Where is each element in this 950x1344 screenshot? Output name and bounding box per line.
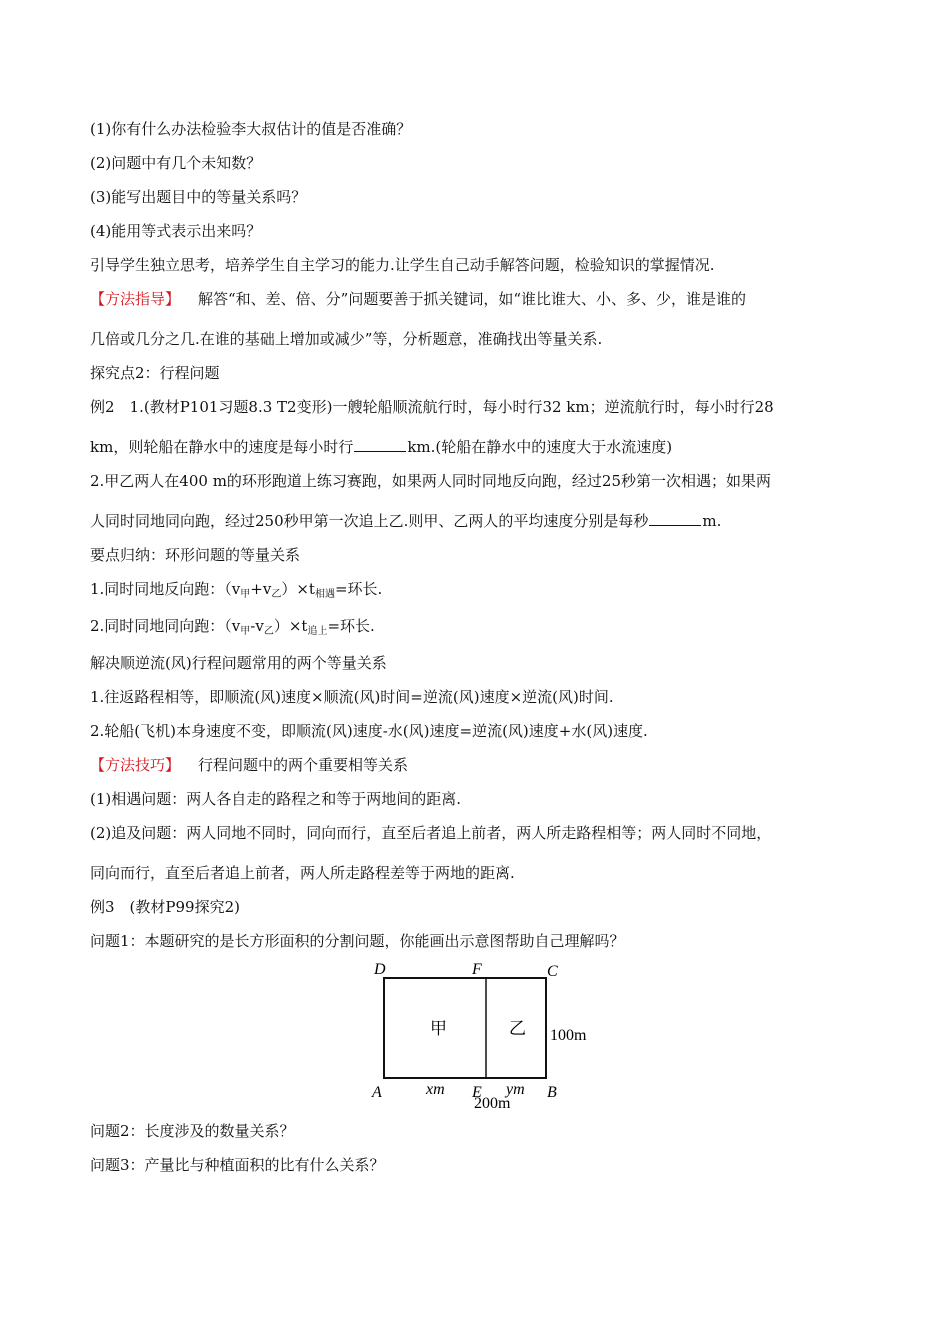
label-F: F (472, 961, 482, 978)
rectangle-diagram (90, 958, 860, 1108)
label-xm: xm (426, 1081, 445, 1098)
ring-r2-sub1: 甲 (240, 626, 251, 637)
method-guide (90, 288, 860, 310)
summary-title: 要点归纳：环形问题的等量关系 (90, 546, 301, 564)
travel-meet: (1)相遇问题：两人各自走的路程之和等于两地间的距离. (90, 790, 462, 808)
ring-r1-c: ）×t (281, 580, 315, 598)
ring-relation-2 (90, 615, 860, 640)
example-2-line-1: 例2 1.(教材P101习题8.3 T2变形)一艘轮船顺流航行时，每小时行32 km；逆流航行时，每小时行28 (90, 398, 774, 416)
method-guide-text-b: 几倍或几分之几.在谁的基础上增加或减少”等，分析题意，准确找出等量关系. (90, 330, 603, 348)
label-height: 100m (550, 1027, 587, 1044)
example-2-line-3: 2.甲乙两人在400 m的环形跑道上练习赛跑，如果两人同时同地反向跑，经过25秒第一次相遇；如果两 (90, 472, 772, 490)
ring-r2-c: ）×t (273, 617, 308, 635)
ring-relation-1 (90, 578, 860, 603)
ring-r1-sub1: 甲 (240, 589, 251, 600)
region-left: 甲 (430, 1019, 447, 1039)
question-2: (2)问题中有几个未知数？ (90, 154, 262, 172)
method-skill-text: 行程问题中的两个重要相等关系 (198, 756, 409, 774)
example-2-line-2-a: km，则轮船在静水中的速度是每小时行 (90, 438, 354, 456)
ring-r2-sub2: 乙 (263, 626, 274, 637)
question-1: (1)你有什么办法检验李大叔估计的值是否准确？ (90, 120, 412, 138)
answer-blank-2[interactable] (649, 511, 701, 526)
method-guide-tag: 【方法指导】 (90, 290, 181, 308)
example-2-line-2 (90, 436, 860, 458)
answer-blank-1[interactable] (354, 437, 406, 452)
ring-r1-a: 1.同时同地反向跑：（v (90, 580, 241, 598)
stream-title: 解决顺逆流(风)行程问题常用的两个等量关系 (90, 654, 387, 672)
question-problem-3: 问题3：产量比与种植面积的比有什么关系？ (90, 1156, 385, 1174)
method-guide-text-a: 解答“和、差、倍、分”问题要善于抓关键词，如“谁比谁大、小、多、少，谁是谁的 (198, 290, 747, 308)
ring-r2-b: -v (250, 617, 264, 635)
question-4: (4)能用等式表示出来吗？ (90, 222, 262, 240)
region-right: 乙 (509, 1019, 526, 1039)
ring-r2-d: =环长. (327, 617, 375, 635)
label-E: E (472, 1084, 482, 1101)
label-C: C (547, 963, 558, 980)
question-3: (3)能写出题目中的等量关系吗？ (90, 188, 307, 206)
ring-r1-d: =环长. (334, 580, 383, 598)
label-B: B (547, 1084, 557, 1101)
label-width: 200m (474, 1095, 511, 1108)
label-D: D (374, 961, 386, 978)
ring-r1-b: +v (250, 580, 272, 598)
rectangle-diagram-svg (366, 958, 626, 1108)
method-skill (90, 754, 860, 776)
travel-chase-b: 同向而行，直至后者追上前者，两人所走路程差等于两地的距离. (90, 864, 515, 882)
example-2-line-4-a: 人同时同地同向跑，经过250秒甲第一次追上乙.则甲、乙两人的平均速度分别是每秒 (90, 512, 649, 530)
label-ym: ym (506, 1081, 525, 1098)
example-2-line-4 (90, 510, 860, 532)
explore-point-2: 探究点2：行程问题 (90, 364, 220, 382)
ring-r1-sub2: 乙 (271, 589, 282, 600)
example-3-title: 例3 (教材P99探究2) (90, 898, 240, 916)
guide-text: 引导学生独立思考，培养学生自主学习的能力.让学生自己动手解答问题，检验知识的掌握情况. (90, 256, 715, 274)
question-problem-2: 问题2：长度涉及的数量关系？ (90, 1122, 295, 1140)
method-skill-tag: 【方法技巧】 (90, 756, 181, 774)
travel-chase-a: (2)追及问题：两人同地不同时，同向而行，直至后者追上前者，两人所走路程相等；两人同时不同地， (90, 824, 772, 842)
document-page (90, 118, 860, 1176)
example-2-line-2-b: km.(轮船在静水中的速度大于水流速度) (407, 438, 673, 456)
stream-relation-1: 1.往返路程相等，即顺流(风)速度×顺流(风)时间=逆流(风)速度×逆流(风)时间. (90, 688, 614, 706)
ring-r2-a: 2.同时同地同向跑：（v (90, 617, 241, 635)
ring-r2-sub3: 追上 (307, 626, 328, 637)
ring-r1-sub3: 相遇 (314, 589, 335, 600)
stream-relation-2: 2.轮船(飞机)本身速度不变，即顺流(风)速度-水(风)速度=逆流(风)速度+水(风)速度. (90, 722, 648, 740)
label-A: A (372, 1084, 382, 1101)
example-2-line-4-b: m. (702, 512, 722, 530)
question-problem-1: 问题1：本题研究的是长方形面积的分割问题，你能画出示意图帮助自己理解吗？ (90, 932, 625, 950)
